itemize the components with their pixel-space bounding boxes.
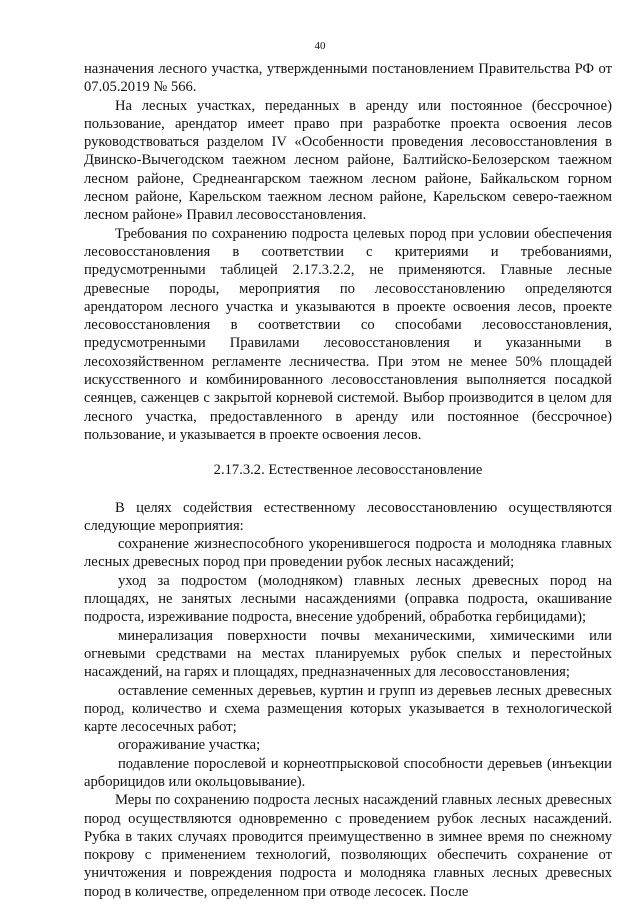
page-number: 40 bbox=[314, 40, 326, 52]
measure-item: огораживание участка; bbox=[118, 737, 261, 754]
paragraph-lease-rights: На лесных участках, переданных в аренду или постоянное (бессрочное) пользование, арендатор имеет право при разработке проекта освоения лесов руководствоваться разделом IV «Особенности проведения лесовосстановления в Двинско-Вычегодском таежном лесном районе, Балтийско-Белозерском таежном лесном районе, Среднеангарском таежном лесном районе, Байкальском горном лесном районе, Карельском таежном лесном районе, Карельском северо-таежном лесном районе» Правил лесовосстановления. bbox=[84, 97, 612, 224]
spacer bbox=[84, 444, 612, 461]
document-body bbox=[84, 60, 612, 901]
section-heading: 2.17.3.2. Естественное лесовосстановление bbox=[213, 462, 483, 479]
measure-item: минерализация поверхности почвы механическими, химическими или огневыми средствами на местах планируемых рубок спелых и перестойных насаждений, на гарях и площадях, предназначенных для лесовосстановления; bbox=[84, 627, 612, 681]
section-intro: В целях содействия естественному лесовосстановлению осуществляются следующие мероприятия: bbox=[84, 499, 612, 534]
measure-item: сохранение жизнеспособного укоренившегося подроста и молодняка главных лесных древесных пород при проведении рубок лесных насаждений; bbox=[84, 536, 612, 571]
paragraph-undergrowth-requirements: Требования по сохранению подроста целевых пород при условии обеспечения лесовосстановления в соответствии с критериями и требованиями, предусмотренными таблицей 2.17.3.2.2, не применяются. Главные лесные древесные породы, мероприятия по лесовосстановлению определяются арендатором лесного участка и указываются в проекте освоения лесов, проекте лесовосстановления в соответствии со способами лесовосстановления, предусмотренными Правилами лесовосстановления и указанными в лесохозяйственном регламенте лесничества. При этом не менее 50% площадей искусственного и комбинированного лесовосстановления выполняется посадкой сеянцев, саженцев с закрытой корневой системой. Выбор производится в целом для лесного участка, предоставленного в аренду или постоянное (бессрочное) пользование, и указывается в проекте освоения лесов. bbox=[84, 225, 612, 443]
measure-item: оставление семенных деревьев, куртин и групп из деревьев лесных древесных пород, количество и схема размещения которых указывается в технологической карте лесосечных работ; bbox=[84, 682, 612, 736]
paragraph-continuation: назначения лесного участка, утвержденными постановлением Правительства РФ от 07.05.2019 № 566. bbox=[84, 61, 612, 96]
measure-item: подавление порослевой и корнеотпрысковой способности деревьев (инъекции арборицидов или окольцовывание). bbox=[84, 755, 612, 790]
spacer bbox=[84, 480, 612, 499]
measure-item: уход за подростом (молодняком) главных лесных древесных пород на площадях, не занятых лесными насаждениями (оправка подроста, окашивание подроста, изреживание подроста, внесение удобрений, обработка гербицидами); bbox=[84, 572, 612, 626]
paragraph-closing: Меры по сохранению подроста лесных насаждений главных лесных древесных пород осуществляются одновременно с проведением рубок лесных насаждений. Рубка в таких случаях проводится преимущественно в зимнее время по снежному покрову с применением технологий, позволяющих обеспечить сохранение от уничтожения и повреждения подроста и молодняка главных лесных древесных пород в количестве, определенном при отводе лесосек. После bbox=[84, 792, 612, 900]
